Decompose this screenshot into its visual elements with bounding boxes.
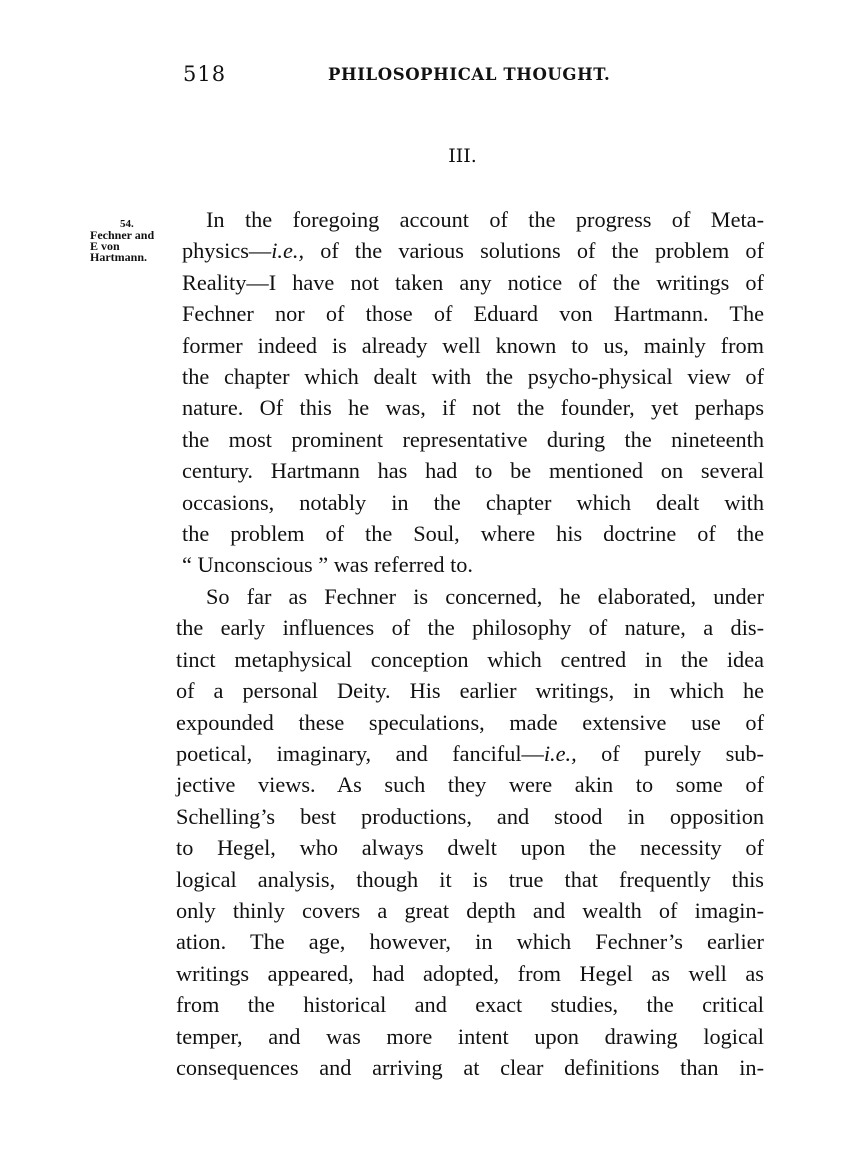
text-line: expounded these speculations, made extensive use of bbox=[176, 709, 764, 735]
text-line: the chapter which dealt with the psycho-physical view of bbox=[182, 364, 764, 390]
margin-note-line: Hartmann. bbox=[90, 250, 147, 264]
paragraph bbox=[176, 581, 764, 1084]
text-line: former indeed is already well known to us, mainly from bbox=[182, 332, 764, 358]
margin-note-number: 54. bbox=[120, 218, 134, 230]
text-line: the most prominent representative during the nineteenth bbox=[182, 426, 764, 452]
text-line: tinct metaphysical conception which centred in the idea bbox=[176, 646, 764, 672]
margin-note bbox=[90, 219, 180, 263]
text-line: the early influences of the philosophy of nature, a dis- bbox=[176, 615, 764, 641]
margin-note-line: Fechner and bbox=[90, 228, 155, 242]
text-line: Schelling’s best productions, and stood in opposition bbox=[176, 803, 764, 829]
text-line: jective views. As such they were akin to some of bbox=[176, 772, 764, 798]
page-header bbox=[183, 62, 763, 92]
text-line: of a personal Deity. His earlier writings, in which he bbox=[176, 678, 764, 704]
text-line: ation. The age, however, in which Fechner’s earlier bbox=[176, 929, 764, 955]
text-line: occasions, notably in the chapter which dealt with bbox=[182, 489, 764, 515]
text-line: from the historical and exact studies, the critical bbox=[176, 992, 764, 1018]
page-number: 518 bbox=[183, 62, 227, 86]
body-text bbox=[176, 204, 764, 1083]
text-line: consequences and arriving at clear definitions than in- bbox=[176, 1054, 764, 1080]
section-heading: III. bbox=[448, 145, 477, 167]
text-line: Fechner nor of those of Eduard von Hartmann. The bbox=[182, 301, 764, 327]
text-line: logical analysis, though it is true that frequently this bbox=[176, 866, 764, 892]
text-line: poetical, imaginary, and fanciful—i.e., of purely sub- bbox=[176, 740, 764, 766]
text-line: In the foregoing account of the progress of Meta- bbox=[206, 207, 764, 232]
text-line: physics—i.e., of the various solutions of the problem of bbox=[182, 238, 764, 264]
text-line: temper, and was more intent upon drawing logical bbox=[176, 1023, 764, 1049]
text-line: only thinly covers a great depth and wealth of imagin- bbox=[176, 897, 764, 923]
text-line: century. Hartmann has had to be mentioned on several bbox=[182, 458, 764, 484]
text-line: the problem of the Soul, where his doctrine of the bbox=[182, 521, 764, 547]
text-line: Reality—I have not taken any notice of the writings of bbox=[182, 269, 764, 295]
margin-note-line: E von bbox=[90, 239, 120, 253]
text-line: “ Unconscious ” was referred to. bbox=[182, 552, 473, 578]
paragraph bbox=[176, 204, 764, 581]
text-line: writings appeared, had adopted, from Hegel as well as bbox=[176, 960, 764, 986]
running-title: PHILOSOPHICAL THOUGHT. bbox=[328, 65, 611, 84]
text-line: to Hegel, who always dwelt upon the necessity of bbox=[176, 835, 764, 861]
text-line: nature. Of this he was, if not the founder, yet perhaps bbox=[182, 395, 764, 421]
text-line: So far as Fechner is concerned, he elaborated, under bbox=[206, 583, 764, 609]
